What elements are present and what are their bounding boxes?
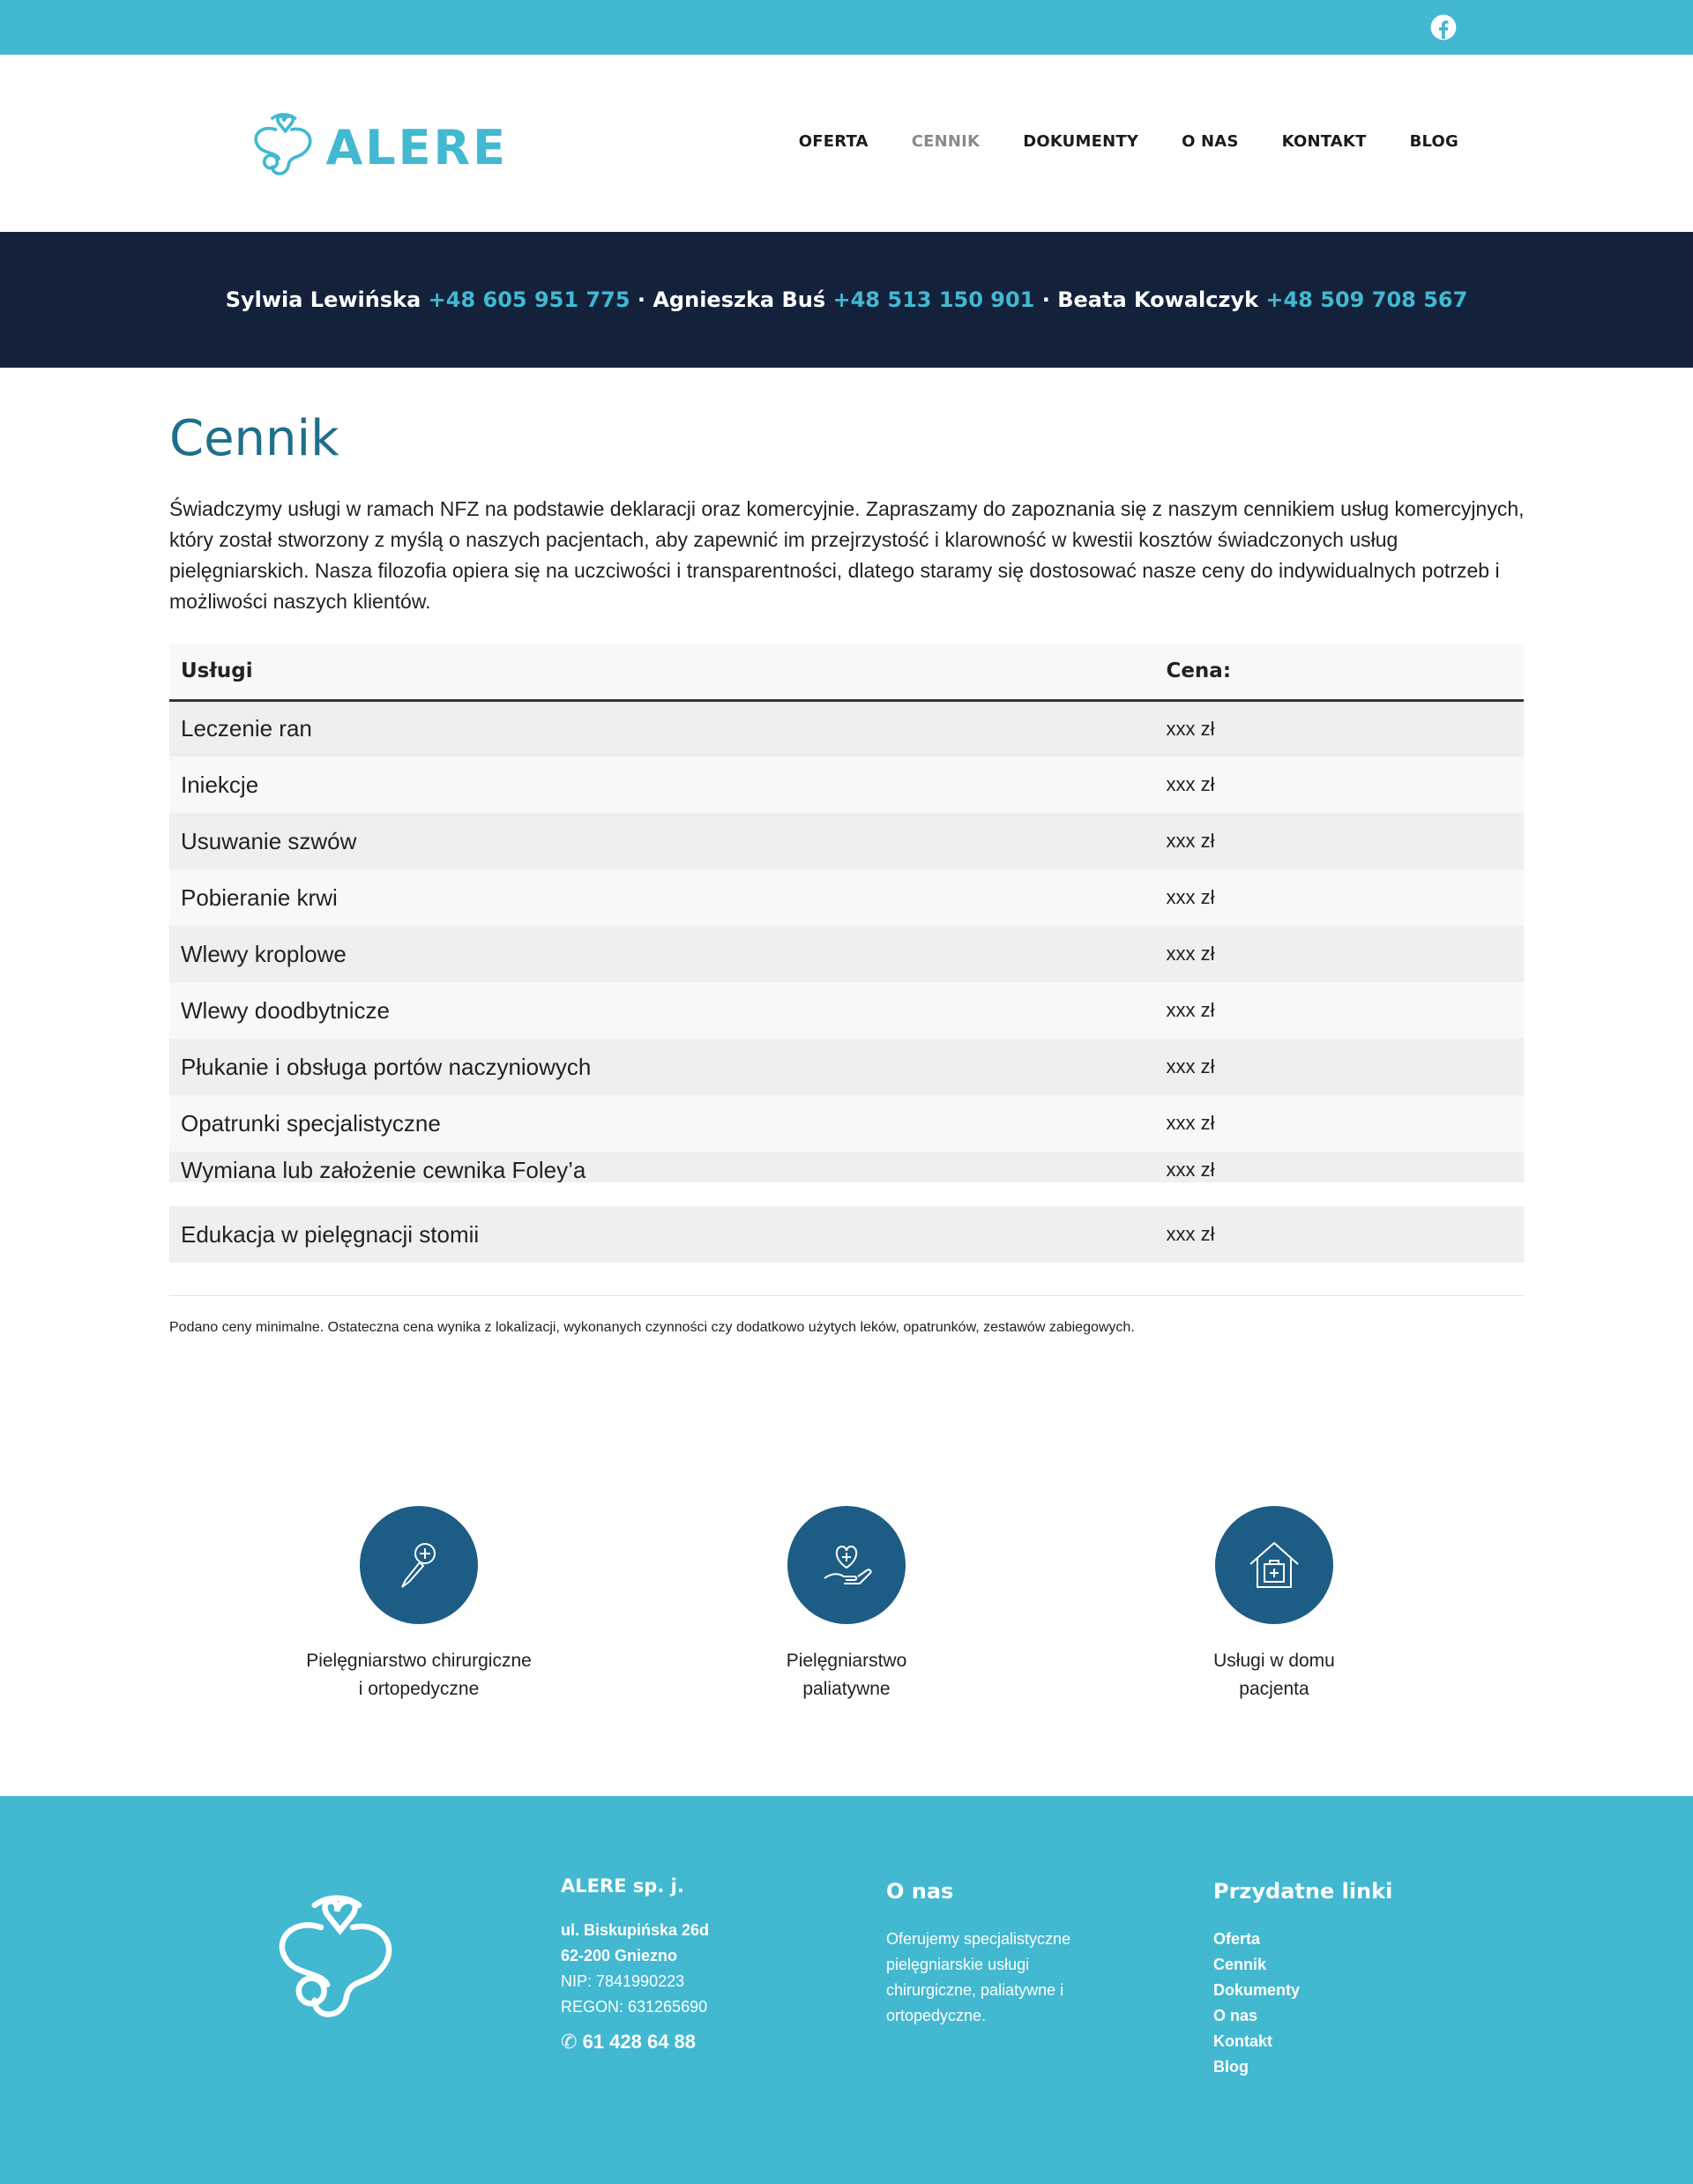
table-row: [169, 869, 1524, 926]
feature-home-care[interactable]: [1124, 1506, 1424, 1703]
nav-dokumenty[interactable]: DOKUMENTY: [1023, 132, 1139, 151]
about-title: O nas: [886, 1879, 954, 1904]
table-row: [169, 1095, 1524, 1152]
address-city: 62-200 Gniezno: [561, 1947, 678, 1964]
table-row: [169, 757, 1524, 813]
footer-link-kontakt[interactable]: Kontakt: [1213, 2032, 1272, 2050]
contact-name-2: Agnieszka Buś: [653, 287, 826, 312]
contact-separator: ·: [630, 287, 653, 312]
feature-palliative[interactable]: [697, 1506, 996, 1703]
nav-o-nas[interactable]: O NAS: [1182, 132, 1239, 151]
service-name: Wymiana lub założenie cewnika Foley’a: [169, 1152, 1166, 1182]
about-text: Oferujemy specjalistyczne pielęgniarskie usługi chirurgiczne, paliatywne i ortopedyczne.: [886, 1930, 1071, 2024]
table-row-spacer: [169, 1182, 1524, 1206]
site-footer: [0, 1796, 1693, 2184]
page-title: Cennik: [169, 410, 339, 467]
contact-line: [226, 287, 1468, 312]
table-row: [169, 1206, 1524, 1263]
main-content: [169, 410, 1525, 617]
footer-link-cennik[interactable]: Cennik: [1213, 1956, 1267, 1973]
address-street: ul. Biskupińska 26d: [561, 1921, 710, 1939]
home-care-icon: [1243, 1534, 1305, 1596]
footer-about: [886, 1879, 1115, 2029]
nav-cennik[interactable]: CENNIK: [911, 132, 981, 151]
price-note: Podano ceny minimalne. Ostateczna cena wynika z lokalizacji, wykonanych czynności czy dodatkowo użytych leków, opatrunków, zestawów zabiegowych.: [169, 1320, 1135, 1335]
service-price: xxx zł: [1166, 869, 1524, 926]
heart-hand-icon: [816, 1534, 877, 1596]
scalpel-icon: [388, 1534, 450, 1596]
contact-phone-2[interactable]: +48 513 150 901: [832, 287, 1035, 312]
feature-label-line: Pielęgniarstwo: [786, 1651, 907, 1671]
stethoscope-logo-icon: [257, 1875, 416, 2043]
divider: [169, 1295, 1524, 1296]
feature-icon-circle: [1215, 1506, 1333, 1624]
logo-text: ALERE: [325, 119, 508, 175]
nav-oferta[interactable]: OFERTA: [798, 132, 869, 151]
company-name: ALERE sp. j.: [561, 1875, 684, 1897]
table-row: [169, 1152, 1524, 1182]
table-row: [169, 700, 1524, 757]
service-name: Wlewy doodbytnicze: [169, 982, 1166, 1039]
links-title: Przydatne linki: [1213, 1879, 1393, 1904]
header-services: Usługi: [169, 644, 1166, 700]
nav-kontakt[interactable]: KONTAKT: [1281, 132, 1367, 151]
service-price: xxx zł: [1166, 982, 1524, 1039]
service-name: Płukanie i obsługa portów naczyniowych: [169, 1039, 1166, 1095]
table-row: [169, 982, 1524, 1039]
service-name: Opatrunki specjalistyczne: [169, 1095, 1166, 1152]
service-price: xxx zł: [1166, 813, 1524, 869]
service-name: Pobieranie krwi: [169, 869, 1166, 926]
feature-label-line: pacjenta: [1239, 1679, 1309, 1699]
footer-link-oferta[interactable]: Oferta: [1213, 1930, 1261, 1948]
service-name: Iniekcje: [169, 757, 1166, 813]
service-name: Wlewy kroplowe: [169, 926, 1166, 982]
company-regon: REGON: 631265690: [561, 1998, 708, 2016]
feature-label-line: i ortopedyczne: [358, 1679, 480, 1699]
footer-link-blog[interactable]: Blog: [1213, 2058, 1249, 2076]
contact-name-1: Sylwia Lewińska: [225, 287, 421, 312]
contact-bar: [0, 232, 1693, 368]
contact-phone-1[interactable]: +48 605 951 775: [428, 287, 630, 312]
main-nav: [799, 132, 1458, 151]
feature-label: [697, 1647, 996, 1703]
intro-paragraph: Świadczymy usługi w ramach NFZ na podstawie deklaracji oraz komercyjnie. Zapraszamy do zapoznania się z naszym cennikiem usług komercyjnych, który został stworzony z myślą o naszych pacjentach, aby zapewnić im przejrzystość i klarowność w kwestii kosztów świadczonych usług pielęgniarskich. Nasza filozofia opiera się na uczciwości i transparentności, dlatego staramy się dostosować nasze ceny do indywidualnych potrzeb i możliwości naszych klientów.: [169, 497, 1525, 613]
feature-surgical[interactable]: [269, 1506, 569, 1703]
top-bar: [0, 0, 1693, 55]
footer-link-o-nas[interactable]: O nas: [1213, 2007, 1258, 2024]
service-price: xxx zł: [1166, 700, 1524, 757]
contact-phone-3[interactable]: +48 509 708 567: [1265, 287, 1468, 312]
service-price: xxx zł: [1166, 757, 1524, 813]
footer-links: [1213, 1879, 1392, 2080]
table-header-row: [169, 644, 1524, 700]
contact-separator: ·: [1034, 287, 1058, 312]
service-name: Edukacja w pielęgnacji stomii: [169, 1206, 1166, 1263]
table-row: [169, 926, 1524, 982]
header-price: Cena:: [1166, 644, 1524, 700]
price-table: [169, 644, 1524, 1263]
table-row: [169, 1039, 1524, 1095]
service-price: xxx zł: [1166, 1206, 1524, 1263]
stethoscope-logo-icon: [243, 103, 324, 191]
feature-icon-circle: [787, 1506, 906, 1624]
site-header: [0, 55, 1693, 232]
contact-name-3: Beata Kowalczyk: [1057, 287, 1259, 312]
footer-phone-number: 61 428 64 88: [582, 2031, 697, 2053]
footer-link-dokumenty[interactable]: Dokumenty: [1213, 1981, 1301, 1999]
company-nip: NIP: 7841990223: [561, 1972, 685, 1990]
service-name: Leczenie ran: [169, 700, 1166, 757]
service-price: xxx zł: [1166, 1095, 1524, 1152]
service-name: Usuwanie szwów: [169, 813, 1166, 869]
nav-blog[interactable]: BLOG: [1409, 132, 1458, 151]
facebook-icon[interactable]: [1430, 14, 1457, 41]
feature-label: [1124, 1647, 1424, 1703]
phone-icon: ✆: [561, 2031, 578, 2053]
feature-label-line: Pielęgniarstwo chirurgiczne: [306, 1651, 532, 1671]
feature-label: [269, 1647, 569, 1703]
table-row: [169, 813, 1524, 869]
feature-label-line: paliatywne: [802, 1679, 891, 1699]
footer-phone[interactable]: [561, 2031, 709, 2054]
service-price: xxx zł: [1166, 1152, 1524, 1182]
feature-label-line: Usługi w domu: [1213, 1651, 1335, 1671]
service-price: xxx zł: [1166, 926, 1524, 982]
site-logo[interactable]: [243, 99, 508, 196]
service-price: xxx zł: [1166, 1039, 1524, 1095]
feature-icon-circle: [360, 1506, 478, 1624]
footer-company: [561, 1875, 709, 2054]
